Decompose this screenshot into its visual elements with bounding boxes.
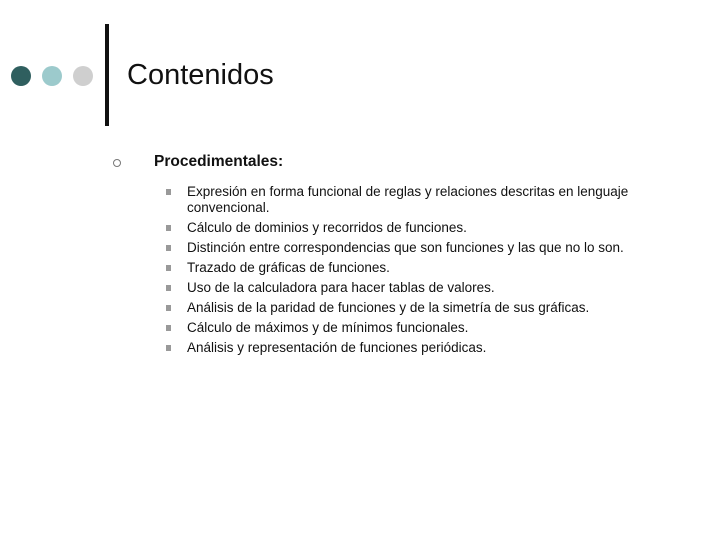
square-bullet-icon [166,189,171,195]
list-item-text: Análisis y representación de funciones periódicas. [187,340,487,355]
list-item [113,240,657,256]
light-teal-dot-icon [42,66,62,86]
list-item-text: Cálculo de dominios y recorridos de funciones. [187,220,467,235]
title-divider-bar [105,24,109,126]
decorative-dots [11,66,95,86]
ring-bullet-icon [113,159,121,167]
content-section [113,152,703,360]
list-item [113,320,657,336]
list-item-text: Expresión en forma funcional de reglas y relaciones descritas en lenguaje convencional. [187,184,629,215]
list-item-text: Uso de la calculadora para hacer tablas de valores. [187,280,495,295]
dark-teal-dot-icon [11,66,31,86]
square-bullet-icon [166,285,171,291]
square-bullet-icon [166,245,171,251]
list-item [113,220,657,236]
square-bullet-icon [166,345,171,351]
list-item [113,280,657,296]
gray-dot-icon [73,66,93,86]
slide-title: Contenidos [127,59,274,91]
list-item-text: Distinción entre correspondencias que son funciones y las que no lo son. [187,240,624,255]
section-heading-row [113,152,703,172]
square-bullet-icon [166,265,171,271]
square-bullet-icon [166,305,171,311]
list-item [113,300,657,316]
list-item [113,260,657,276]
list-item [113,184,657,216]
section-heading: Procedimentales: [154,153,284,170]
list-item-text: Análisis de la paridad de funciones y de la simetría de sus gráficas. [187,300,590,315]
square-bullet-icon [166,225,171,231]
list-item [113,340,657,356]
list-item-text: Trazado de gráficas de funciones. [187,260,390,275]
procedures-list [113,184,703,356]
list-item-text: Cálculo de máximos y de mínimos funcionales. [187,320,469,335]
square-bullet-icon [166,325,171,331]
